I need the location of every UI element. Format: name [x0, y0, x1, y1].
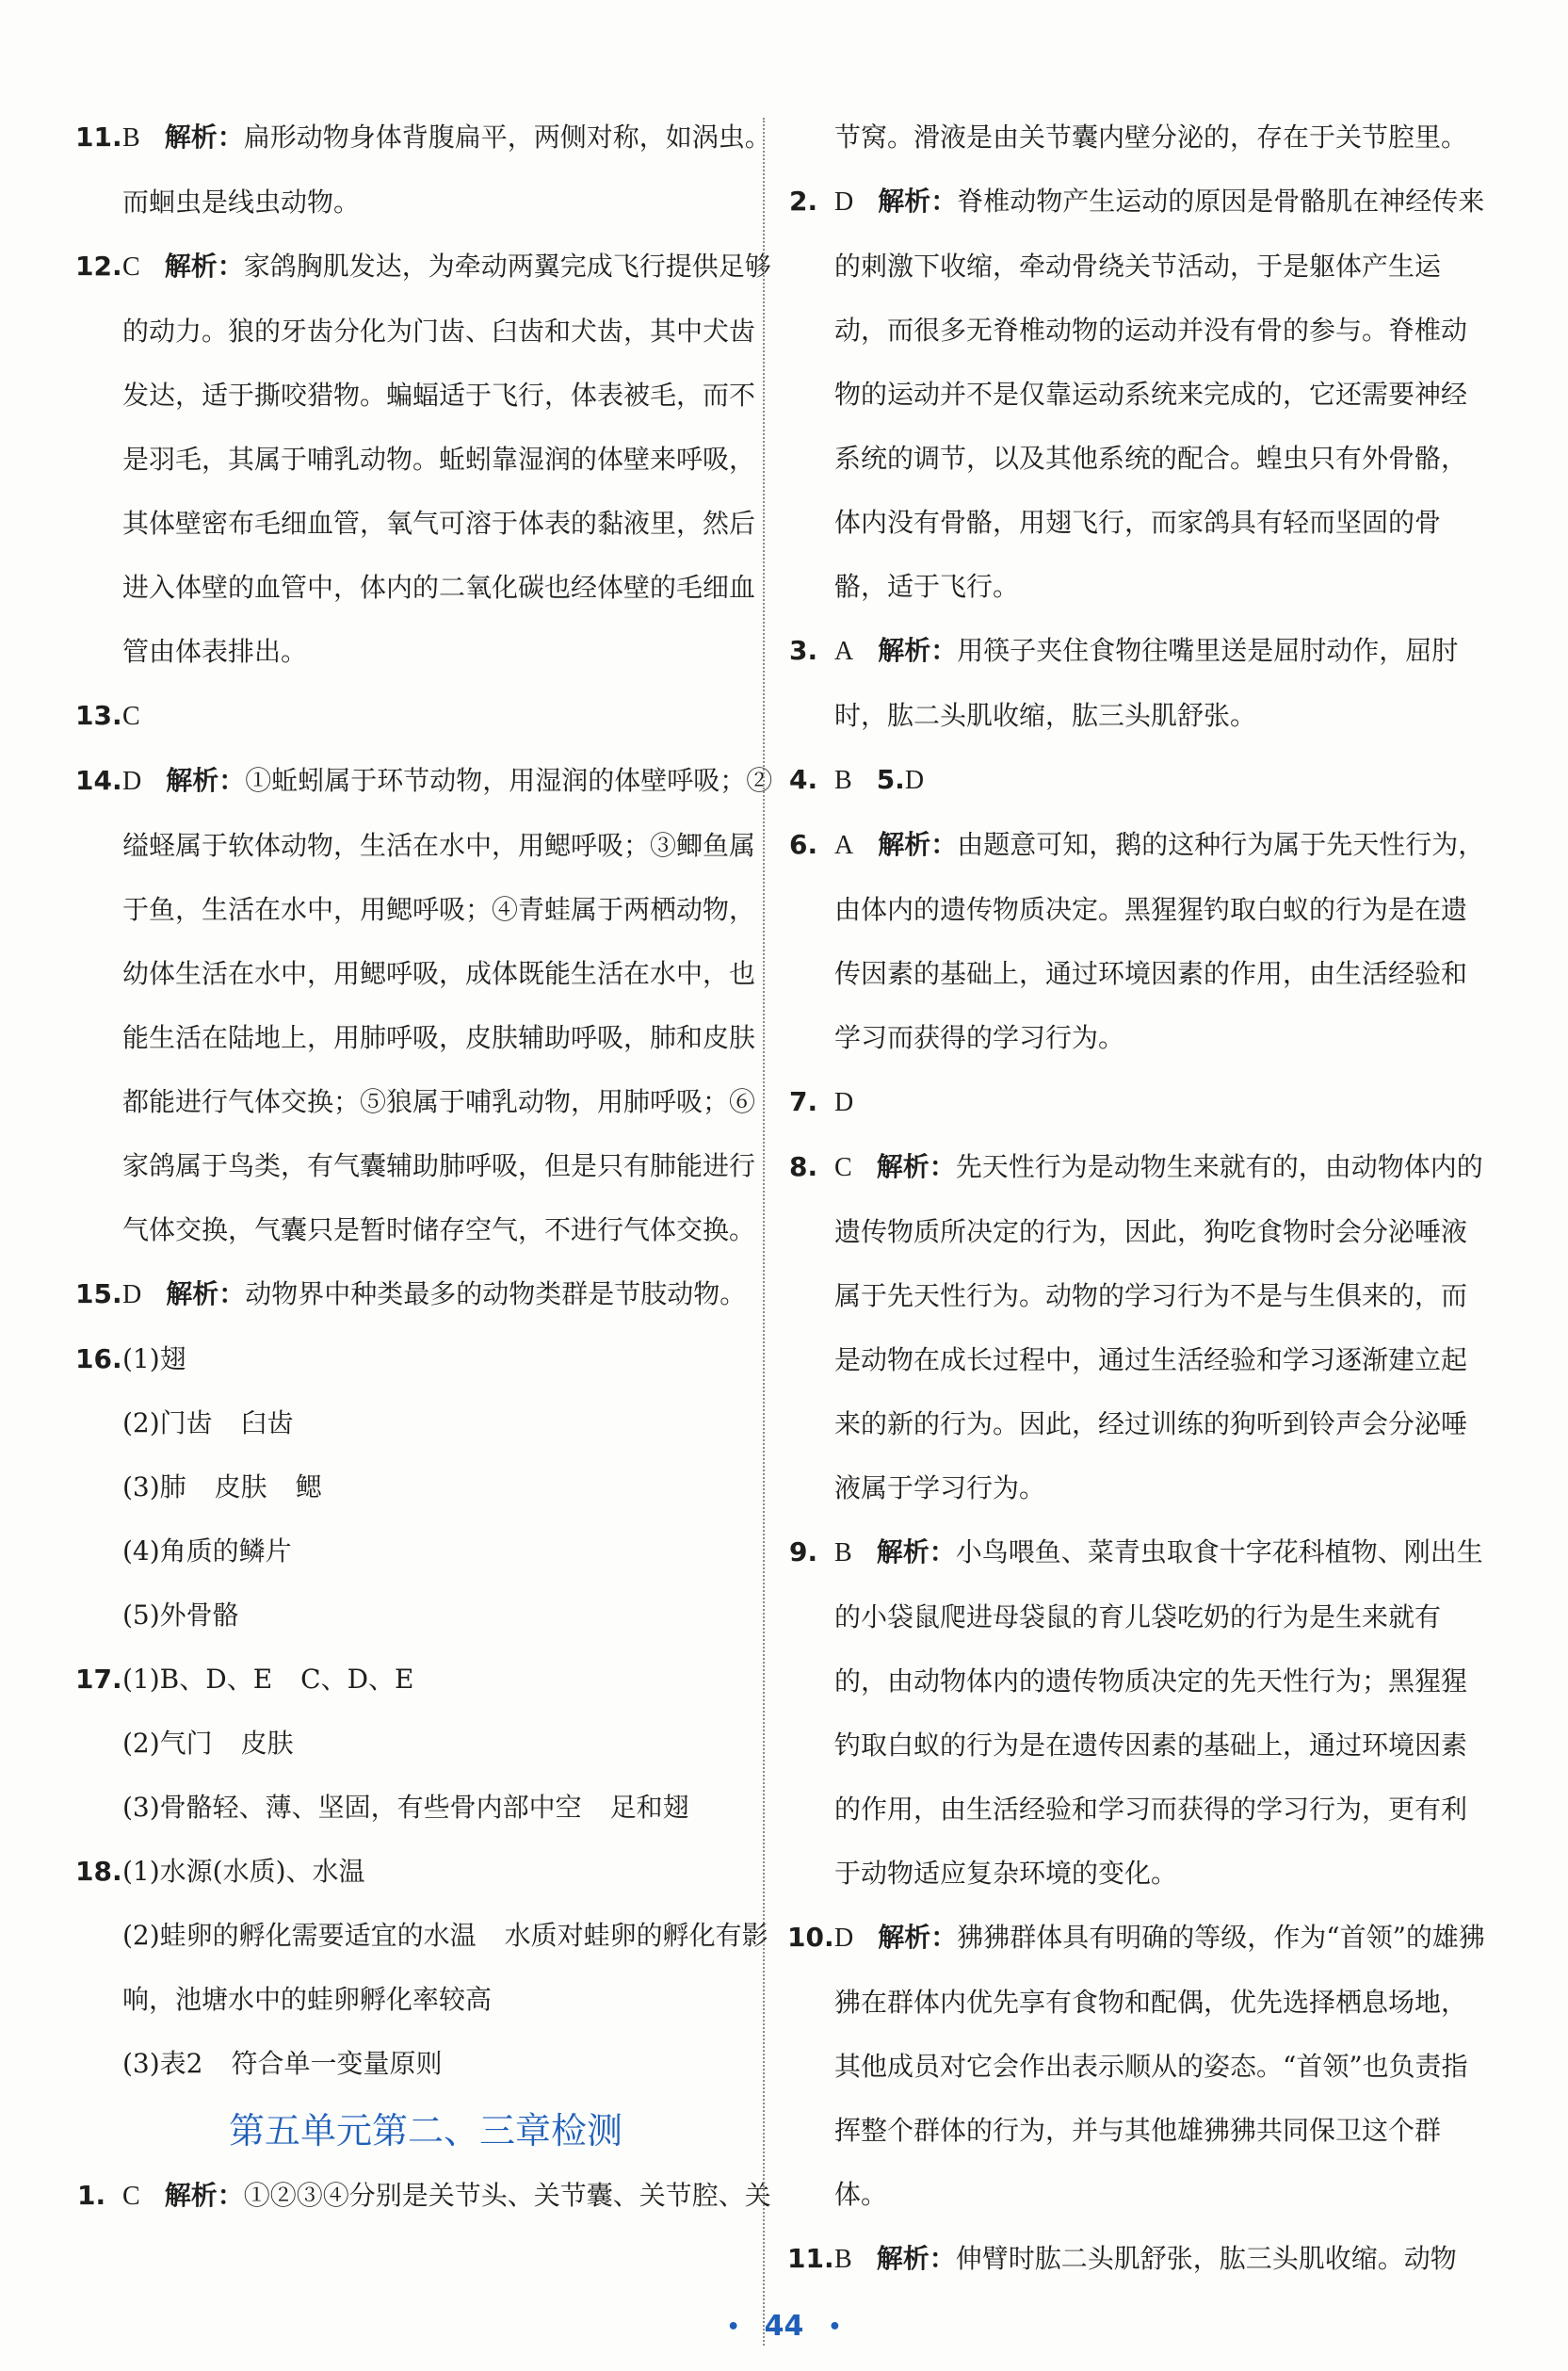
section-title: 第五单元第二、三章检测	[228, 2110, 622, 2152]
question-number: 9.	[789, 1536, 818, 1567]
answer-item-12	[77, 235, 774, 684]
analysis-text: ①蚯蚓属于环节动物，用湿润的体壁呼吸；②缢蛏属于软体动物，生活在水中，用鳃呼吸；③鲫鱼属于鱼，生活在水中，用鳃呼吸；④青蛙属于两栖动物，幼体生活在水中，用鳃呼吸，成体既能生活在水中，也能生活在陆地上，用肺呼吸，皮肤辅助呼吸，肺和皮肤都能进行气体交换；⑤狼属于哺乳动物，用肺呼吸；⑥家鸽属于鸟类，有气囊辅助肺呼吸，但是只有肺能进行气体交换，气囊只是暂时储存空气，不进行气体交换。	[122, 765, 773, 1245]
sub-answer: (2)气门	[122, 1728, 213, 1759]
answer-item-7	[789, 1070, 1486, 1135]
answer-item-1-continued: 节窝。滑液是由关节囊内壁分泌的，存在于关节腔里。	[834, 122, 1468, 153]
question-number: 16.	[75, 1343, 122, 1374]
sub-answer: 符合单一变量原则	[231, 2048, 443, 2079]
analysis-label: 解析：	[876, 1151, 956, 1182]
question-number: 7.	[789, 1086, 818, 1117]
answer-letter: C	[834, 1153, 852, 1182]
page-number-value: 44	[764, 2310, 804, 2343]
analysis-label: 解析：	[164, 122, 244, 153]
question-number: 11.	[787, 2243, 834, 2274]
analysis-label: 解析：	[878, 1922, 958, 1953]
analysis-text: 脊椎动物产生运动的原因是骨骼肌在神经传来的刺激下收缩，牵动骨绕关节活动，于是躯体产生运动，而很多无脊椎动物的运动并没有骨的参与。脊椎动物的运动并不是仅靠运动系统来完成的，它还需要神经系统的调节，以及其他系统的配合。蝗虫只有外骨骼，体内没有骨骼，用翅飞行，而家鸽具有轻而坚固的骨骼，适于飞行。	[834, 186, 1485, 602]
question-number: 17.	[75, 1664, 122, 1695]
sub-answer: (4)角质的鳞片	[122, 1535, 292, 1567]
analysis-text: 由题意可知，鹅的这种行为属于先天性行为，由体内的遗传物质决定。黑猩猩钓取白蚁的行为是在遗传因素的基础上，通过环境因素的作用，由生活经验和学习而获得的学习行为。	[834, 829, 1485, 1053]
answer-item-11	[77, 106, 774, 235]
analysis-text: 小鸟喂鱼、菜青虫取食十字花科植物、刚出生的小袋鼠爬进母袋鼠的育儿袋吃奶的行为是生来就有的，由动物体内的遗传物质决定的先天性行为；黑猩猩钓取白蚁的行为是在遗传因素的基础上，通过环境因素的作用，由生活经验和学习而获得的学习行为，更有利于动物适应复杂环境的变化。	[834, 1536, 1483, 1889]
answer-letter: B	[122, 123, 140, 153]
page-number	[0, 2310, 1568, 2343]
analysis-text: ①②③④分别是关节头、关节囊、关节腔、关	[243, 2180, 771, 2211]
sub-answer: C、D、E	[300, 1664, 414, 1695]
sub-answer: (1)翅	[122, 1343, 186, 1374]
sub-answer: (3)肺	[122, 1471, 186, 1502]
right-column	[789, 106, 1486, 2292]
sub-answer: 皮肤	[214, 1471, 267, 1502]
answer-letter: B	[834, 1538, 852, 1567]
question-number: 11.	[75, 122, 122, 153]
answer-item-1	[77, 2164, 774, 2229]
answer-item-13	[77, 684, 774, 749]
answer-item-16	[77, 1327, 774, 1391]
answer-letter: C	[122, 252, 140, 282]
answer-item-9	[789, 1520, 1486, 1906]
analysis-label: 解析：	[164, 2180, 244, 2211]
sub-answer: (3)骨骼轻、薄、坚固，有些骨内部中空	[122, 1792, 582, 1823]
sub-answer: (2)蛙卵的孵化需要适宜的水温	[122, 1920, 477, 1951]
question-number: 15.	[75, 1278, 122, 1309]
sub-answer-line	[77, 1776, 774, 1840]
left-column	[77, 106, 774, 2229]
analysis-label: 解析：	[878, 186, 958, 217]
analysis-text: 家鸽胸肌发达，为牵动两翼完成飞行提供足够的动力。狼的牙齿分化为门齿、臼齿和犬齿，其中犬齿发达，适于撕咬猎物。蝙蝠适于飞行，体表被毛，而不是羽毛，其属于哺乳动物。蚯蚓靠湿润的体壁来呼吸，其体壁密布毛细血管，氧气可溶于体表的黏液里，然后进入体壁的血管中，体内的二氧化碳也经体壁的毛细血管由体表排出。	[122, 251, 771, 667]
answer-letter: D	[834, 1924, 854, 1953]
answer-item-3	[789, 619, 1486, 748]
analysis-label: 解析：	[166, 1278, 246, 1309]
answer-letter: B	[834, 2245, 852, 2274]
answer-item-11	[789, 2227, 1486, 2292]
answer-letter: D	[834, 187, 854, 217]
answer-item-18	[77, 1840, 774, 1904]
answer-item-10	[789, 1906, 1486, 2227]
answer-letter: A	[834, 831, 854, 860]
analysis-text: 狒狒群体具有明确的等级，作为“首领”的雄狒狒在群体内优先享有食物和配偶，优先选择栖息场地，其他成员对它会作出表示顺从的姿态。“首领”也负责指挥整个群体的行为，并与其他雄狒狒共同保卫这个群体。	[834, 1922, 1485, 2210]
sub-answer: 足和翅	[609, 1792, 689, 1823]
answer-item-2	[789, 170, 1486, 619]
question-number: 10.	[787, 1922, 834, 1953]
question-number: 14.	[75, 765, 122, 796]
sub-answer: (5)外骨骼	[122, 1600, 239, 1631]
answer-letter: C	[122, 2182, 140, 2211]
sub-answer: 皮肤	[240, 1728, 294, 1759]
analysis-text: 伸臂时肱二头肌舒张，肱三头肌收缩。动物	[955, 2243, 1457, 2274]
answer-item-4-5	[789, 748, 1486, 813]
sub-answer-line	[77, 1519, 774, 1583]
question-number: 8.	[789, 1151, 818, 1182]
analysis-label: 解析：	[164, 251, 244, 282]
analysis-label: 解析：	[876, 1536, 956, 1567]
sub-answer: (1)B、D、E	[122, 1664, 273, 1695]
answer-item-15	[77, 1262, 774, 1327]
page-dot-left: •	[726, 2315, 740, 2339]
sub-answer: (3)表2	[122, 2048, 203, 2079]
sub-answer: 鳃	[295, 1471, 322, 1502]
sub-answer-line	[77, 1583, 774, 1648]
answer-letter: D	[904, 766, 925, 795]
sub-answer-line	[77, 2032, 774, 2096]
sub-answer: 臼齿	[240, 1407, 294, 1438]
answer-letter: D	[122, 1280, 142, 1309]
answer-item-8	[789, 1135, 1486, 1520]
question-number: 18.	[75, 1856, 122, 1887]
answer-item-17	[77, 1648, 774, 1712]
analysis-label: 解析：	[878, 635, 958, 666]
analysis-text: 用筷子夹住食物往嘴里送是屈肘动作，屈肘时，肱二头肌收缩，肱三头肌舒张。	[834, 635, 1459, 731]
analysis-text: 扁形动物身体背腹扁平，两侧对称，如涡虫。而蛔虫是线虫动物。	[122, 122, 771, 218]
sub-answer: (1)水源(水质)、水温	[122, 1856, 365, 1887]
sub-answer-line	[77, 1455, 774, 1519]
analysis-label: 解析：	[878, 829, 958, 860]
answer-letter: D	[834, 1088, 854, 1117]
sub-answer-line	[77, 1712, 774, 1776]
answer-letter: C	[122, 702, 140, 731]
answer-letter: A	[834, 637, 854, 666]
question-number: 1.	[77, 2180, 106, 2211]
question-number: 3.	[789, 635, 818, 666]
sub-answer: (2)门齿	[122, 1407, 213, 1438]
question-number: 13.	[75, 700, 122, 731]
answer-item-14	[77, 749, 774, 1262]
sub-answer: 水质对蛙卵的孵化有影响，池塘水中的蛙卵孵化率较高	[122, 1920, 768, 2015]
analysis-text: 先天性行为是动物生来就有的，由动物体内的遗传物质所决定的行为，因此，狗吃食物时会分泌唾液属于先天性行为。动物的学习行为不是与生俱来的，而是动物在成长过程中，通过生活经验和学习逐渐建立起来的新的行为。因此，经过训练的狗听到铃声会分泌唾液属于学习行为。	[834, 1151, 1483, 1503]
question-number: 2.	[789, 186, 818, 217]
analysis-text: 动物界中种类最多的动物类群是节肢动物。	[245, 1278, 747, 1309]
column-divider	[763, 118, 765, 2346]
question-number: 6.	[789, 829, 818, 860]
analysis-label: 解析：	[166, 765, 246, 796]
question-number: 4.	[789, 764, 818, 795]
sub-answer-line	[77, 1904, 774, 2032]
page-dot-right: •	[828, 2315, 842, 2339]
sub-answer-line	[77, 1391, 774, 1455]
question-number: 12.	[75, 251, 122, 282]
answer-letter: B	[834, 766, 852, 795]
analysis-label: 解析：	[876, 2243, 956, 2274]
question-number: 5.	[876, 764, 905, 795]
answer-letter: D	[122, 767, 142, 796]
answer-item-6	[789, 813, 1486, 1070]
